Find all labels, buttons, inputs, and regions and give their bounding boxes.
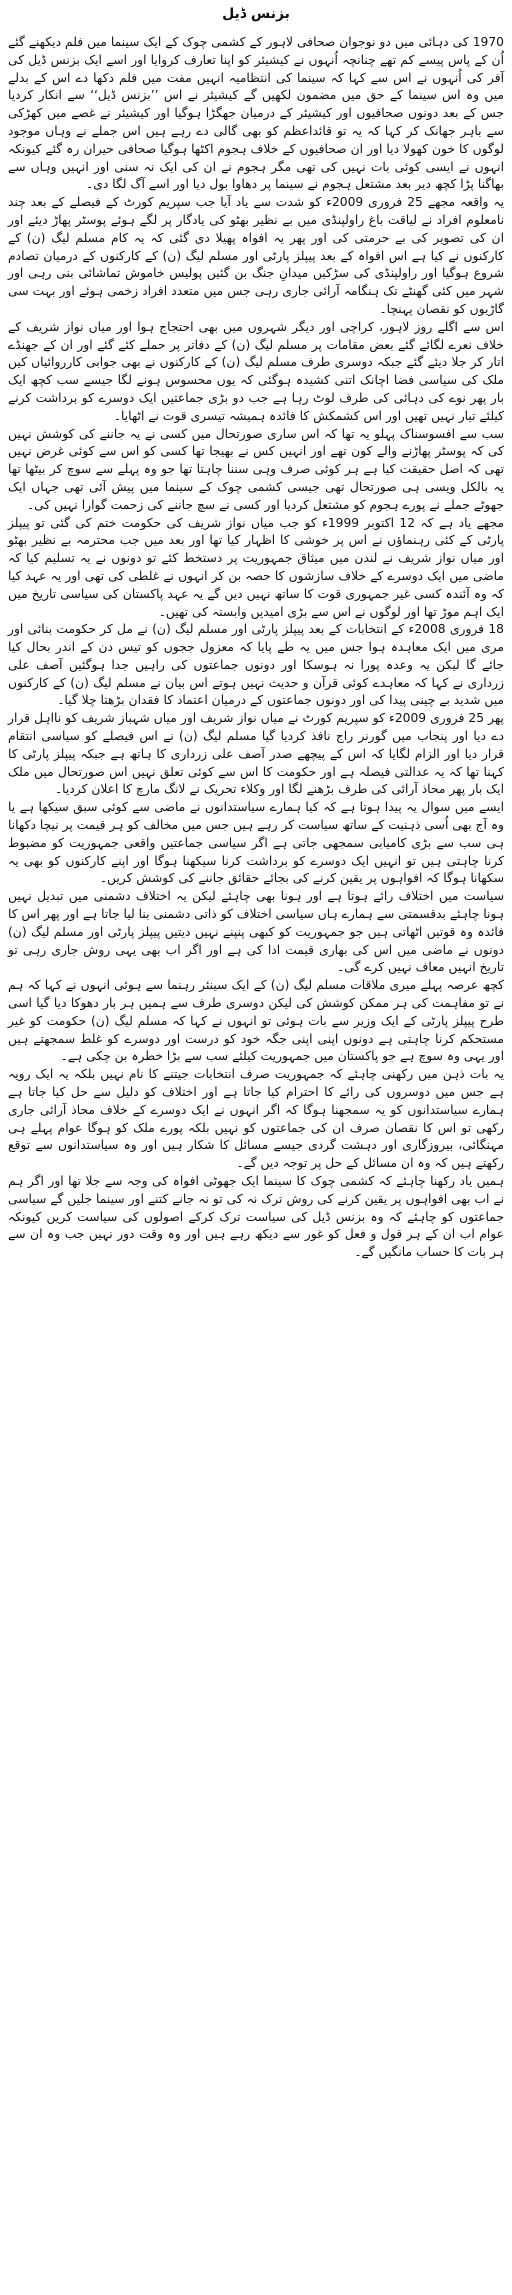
article-paragraph: کچھ عرصہ پہلے میری ملاقات مسلم لیگ (ن) کے ایک سینئر رہنما سے ہوئی انہوں نے کہا کہ ہم نے تو مفاہمت کی ہر ممکن کوشش کی لیکن دوسری طرف سے ہمیں ہر بار دھوکا دیا گیا اسی طرح پیپلز پارٹی کے ایک وزیر سے بات ہوئی تو انہوں نے کہا کہ مسلم لیگ (ن) حکومت کو غیر مستحکم کرنا چاہتی ہے دونوں اپنی اپنی جگہ خود کو درست اور دوسرے کو غلط سمجھتے ہیں اور یہی وہ سوچ ہے جو پاکستان میں جمہوریت کیلئے سب سے بڑا خطرہ بن چکی ہے۔ — [8, 978, 504, 1064]
article-paragraph: سیاست میں اختلاف رائے ہوتا ہے اور ہونا بھی چاہئے لیکن یہ اختلاف دشمنی میں تبدیل نہیں ہونا چاہئے بدقسمتی سے ہمارے ہاں سیاسی اختلاف کو ذاتی دشمنی بنا لیا جاتا ہے اور پھر اس کا فائدہ وہ قوتیں اٹھاتی ہیں جو جمہوریت کو کبھی پنپنے نہیں دیتیں پیپلز پارٹی اور مسلم لیگ (ن) دونوں نے ماضی میں اس کی بھاری قیمت ادا کی ہے اور اگر اب بھی یہی روش جاری رہی تو تاریخ انہیں معاف نہیں کرے گی۔ — [7, 889, 504, 975]
article-paragraph: ایسے میں سوال یہ پیدا ہوتا ہے کہ کیا ہمارے سیاستدانوں نے ماضی سے کوئی سبق سیکھا ہے یا وہ آج بھی اُسی ذہنیت کے ساتھ سیاست کر رہے ہیں جس میں مخالف کو ہر قیمت پر نیچا دکھانا ہی سب سے بڑی کامیابی سمجھی جاتی ہے اگر سیاسی جماعتیں واقعی جمہوریت کو مضبوط کرنا چاہتی ہیں تو انہیں ایک دوسرے کو برداشت کرنا سیکھنا ہوگا اور اپنے کارکنوں کو بھی یہ سکھانا ہوگا کہ افواہوں پر یقین کرنے کی بجائے حقائق جاننے کی کوشش کریں۔ — [8, 800, 504, 886]
article-paragraph: سب سے افسوسناک پہلو یہ تھا کہ اس ساری صورتحال میں کسی نے یہ جاننے کی کوشش نہیں کی کہ پوسٹر پھاڑنے والے کون تھے اور انہیں کس نے بھیجا تھا کسی کو اس سے کوئی غرض نہیں تھی کہ اصل حقیقت کیا ہے ہر کوئی صرف وہی سننا چاہتا تھا جو وہ پہلے سے سوچ کر بیٹھا تھا یہ بالکل ویسی ہی صورتحال تھی جیسی کشمی چوک کے سینما میں پیش آئی تھی جہاں ایک جھوٹے جملے نے پورے ہجوم کو مشتعل کردیا اور کسی نے سچ جاننے کی زحمت گوارا نہیں کی۔ — [8, 426, 504, 512]
article-paragraph: ہمیں یاد رکھنا چاہئے کہ کشمی چوک کا سینما ایک جھوٹی افواہ کی وجہ سے جلا تھا اور اگر ہم نے اب بھی افواہوں پر یقین کرنے کی روش ترک نہ کی تو نہ جانے کتنے اور سینما جلیں گے سیاسی جماعتوں کو چاہئے کہ وہ بزنس ڈیل کی سیاست ترک کرکے اصولوں کی سیاست کریں کیونکہ عوام اب ان کے ہر قول و فعل کو غور سے دیکھ رہے ہیں اور وہ وقت دور نہیں جب وہ ان سے ہر بات کا حساب مانگیں گے۔ — [8, 1174, 504, 1260]
article-paragraph: پھر 25 فروری 2009ء کو سپریم کورٹ نے میاں نواز شریف اور میاں شہباز شریف کو نااہل قرار دے دیا اور پنجاب میں گورنر راج نافذ کردیا گیا مسلم لیگ (ن) نے اس فیصلے کو سیاسی انتقام قرار دیا اور الزام لگایا کہ اس کے پیچھے صدر آصف علی زرداری کا ہاتھ ہے جبکہ پیپلز پارٹی کا کہنا تھا کہ یہ عدالتی فیصلہ ہے اور حکومت کا اس سے کوئی تعلق نہیں اس صورتحال میں ملک ایک بار پھر محاذ آرائی کی طرف بڑھنے لگا اور وکلاء تحریک نے لانگ مارچ کا اعلان کردیا۔ — [8, 711, 504, 797]
article-paragraph: مجھے یاد ہے کہ 12 اکتوبر 1999ء کو جب میاں نواز شریف کی حکومت ختم کی گئی تو پیپلز پارٹی کے کئی رہنماؤں نے اس پر خوشی کا اظہار کیا تھا اور بعد میں جب محترمہ بے نظیر بھٹو اور میاں نواز شریف نے لندن میں میثاق جمہوریت پر دستخط کئے تو دونوں نے یہ تسلیم کیا کہ ماضی میں ایک دوسرے کے خلاف سازشوں کا حصہ بن کر انہوں نے غلطی کی تھی اور یہ عہد کیا کہ وہ آئندہ کسی غیر جمہوری قوت کا ساتھ نہیں دیں گے یہ عہد پاکستان کی سیاسی تاریخ میں ایک اہم موڑ تھا اور لوگوں نے اس سے بڑی امیدیں وابستہ کی تھیں۔ — [8, 515, 504, 619]
article-paragraph: اس سے اگلے روز لاہور، کراچی اور دیگر شہروں میں بھی احتجاج ہوا اور میاں نواز شریف کے خلاف نعرے لگائے گئے بعض مقامات پر مسلم لیگ (ن) کے دفاتر پر حملے کئے گئے اور ان کے جھنڈے اتار کر جلا دیئے گئے جبکہ دوسری طرف مسلم لیگ (ن) کے کارکنوں نے بھی جوابی کارروائیاں کیں ملک کی سیاسی فضا اچانک اتنی کشیدہ ہوگئی کہ یوں محسوس ہونے لگا جیسے سب کچھ ایک بار پھر نوے کی دہائی کی طرف لوٹ رہا ہے جب دو بڑی جماعتیں ایک دوسرے کو برداشت کرنے کیلئے تیار نہیں تھیں اور اس کشمکش کا فائدہ ہمیشہ تیسری قوت نے اٹھایا۔ — [8, 319, 504, 423]
article-paragraph: یہ بات ذہن میں رکھنی چاہئے کہ جمہوریت صرف انتخابات جیتنے کا نام نہیں بلکہ یہ ایک رویہ ہے جس میں دوسروں کی رائے کا احترام کیا جاتا ہے اور اختلاف کو دلیل سے حل کیا جاتا ہے ہمارے سیاستدانوں کو یہ سمجھنا ہوگا کہ اگر انہوں نے ایک دوسرے کے خلاف محاذ آرائی جاری رکھی تو اس کا نقصان صرف ان کی جماعتوں کو نہیں بلکہ پورے ملک کو ہوگا عوام پہلے ہی مہنگائی، بیروزگاری اور دہشت گردی جیسے مسائل کا شکار ہیں اور وہ سیاستدانوں سے توقع رکھتے ہیں کہ وہ ان مسائل کے حل پر توجہ دیں گے۔ — [8, 1067, 504, 1171]
article-paragraph: 1970 کی دہائی میں دو نوجوان صحافی لاہور کے کشمی چوک کے ایک سینما میں فلم دیکھنے گئے اُن کے پاس پیسے کم تھے چنانچہ اُنہوں نے کیشیئر کو اپنا تعارف کروایا اور اسے ایک بزنس ڈیل کی آفر کی اُنہوں نے اس سے کہا کہ سینما کی انتظامیہ انہیں مفت میں فلم دکھا دے اس کے بدلے میں وہ اس سینما کے حق میں مضمون لکھیں گے کیشیئر نے اس ’’بزنس ڈیل‘‘ سے انکار کردیا جس کے بعد دونوں صحافیوں اور کیشیئر کے درمیان جھگڑا ہوگیا اور کیشیئر نے غصے میں کھڑکی سے باہر جھانک کر کہا کہ یہ تو قائداعظم کو بھی گالی دے رہے ہیں اس جملے نے وہاں موجود لوگوں کا خون کھولا دیا اور ان صحافیوں کے خلاف ہجوم اکٹھا ہوگیا صحافی حیران رہ گئے کیونکہ انہوں نے ایسی کوئی بات نہیں کی تھی مگر ہجوم نے ان کی ایک نہ سنی اور انہیں وہاں سے بھاگنا پڑا کچھ دیر بعد مشتعل ہجوم نے سینما پر دھاوا بول دیا اور اسے آگ لگا دی۔ — [8, 35, 504, 192]
article-title: بزنس ڈیل — [222, 6, 290, 22]
article-paragraph: 18 فروری 2008ء کے انتخابات کے بعد پیپلز پارٹی اور مسلم لیگ (ن) نے مل کر حکومت بنائی اور مری میں ایک معاہدہ ہوا جس میں یہ طے پایا کہ معزول ججوں کو تیس دن کے اندر بحال کیا جائے گا لیکن یہ وعدہ پورا نہ ہوسکا اور دونوں جماعتوں کی راہیں جدا ہوگئیں آصف علی زرداری نے کہا کہ معاہدے کوئی قرآن و حدیث نہیں ہوتے اس بیان نے مسلم لیگ (ن) کے کارکنوں میں شدید بے چینی پیدا کی اور دونوں جماعتوں کے درمیان اعتماد کا فقدان بڑھتا چلا گیا۔ — [8, 622, 504, 708]
article-body — [8, 34, 504, 1262]
article-paragraph: یہ واقعہ مجھے 25 فروری 2009ء کو شدت سے یاد آیا جب سپریم کورٹ کے فیصلے کے بعد چند نامعلوم افراد نے لیاقت باغ راولپنڈی میں بے نظیر بھٹو کی یادگار پر لگے ہوئے پوسٹر پھاڑ دیئے اور ان کی تصویر کی بے حرمتی کی اور پھر یہ افواہ پھیلا دی گئی کہ یہ کام مسلم لیگ (ن) کے کارکنوں نے کیا ہے اس افواہ کے بعد پیپلز پارٹی اور مسلم لیگ (ن) کے کارکنوں کے درمیان تصادم شروع ہوگیا اور راولپنڈی کی سڑکیں میدانِ جنگ بن گئیں پولیس خاموش تماشائی بنی رہی اور شہر میں کئی گھنٹے تک ہنگامہ آرائی جاری رہی جس میں متعدد افراد زخمی ہوئے اور بہت سی گاڑیوں کو نقصان پہنچا۔ — [8, 195, 505, 316]
